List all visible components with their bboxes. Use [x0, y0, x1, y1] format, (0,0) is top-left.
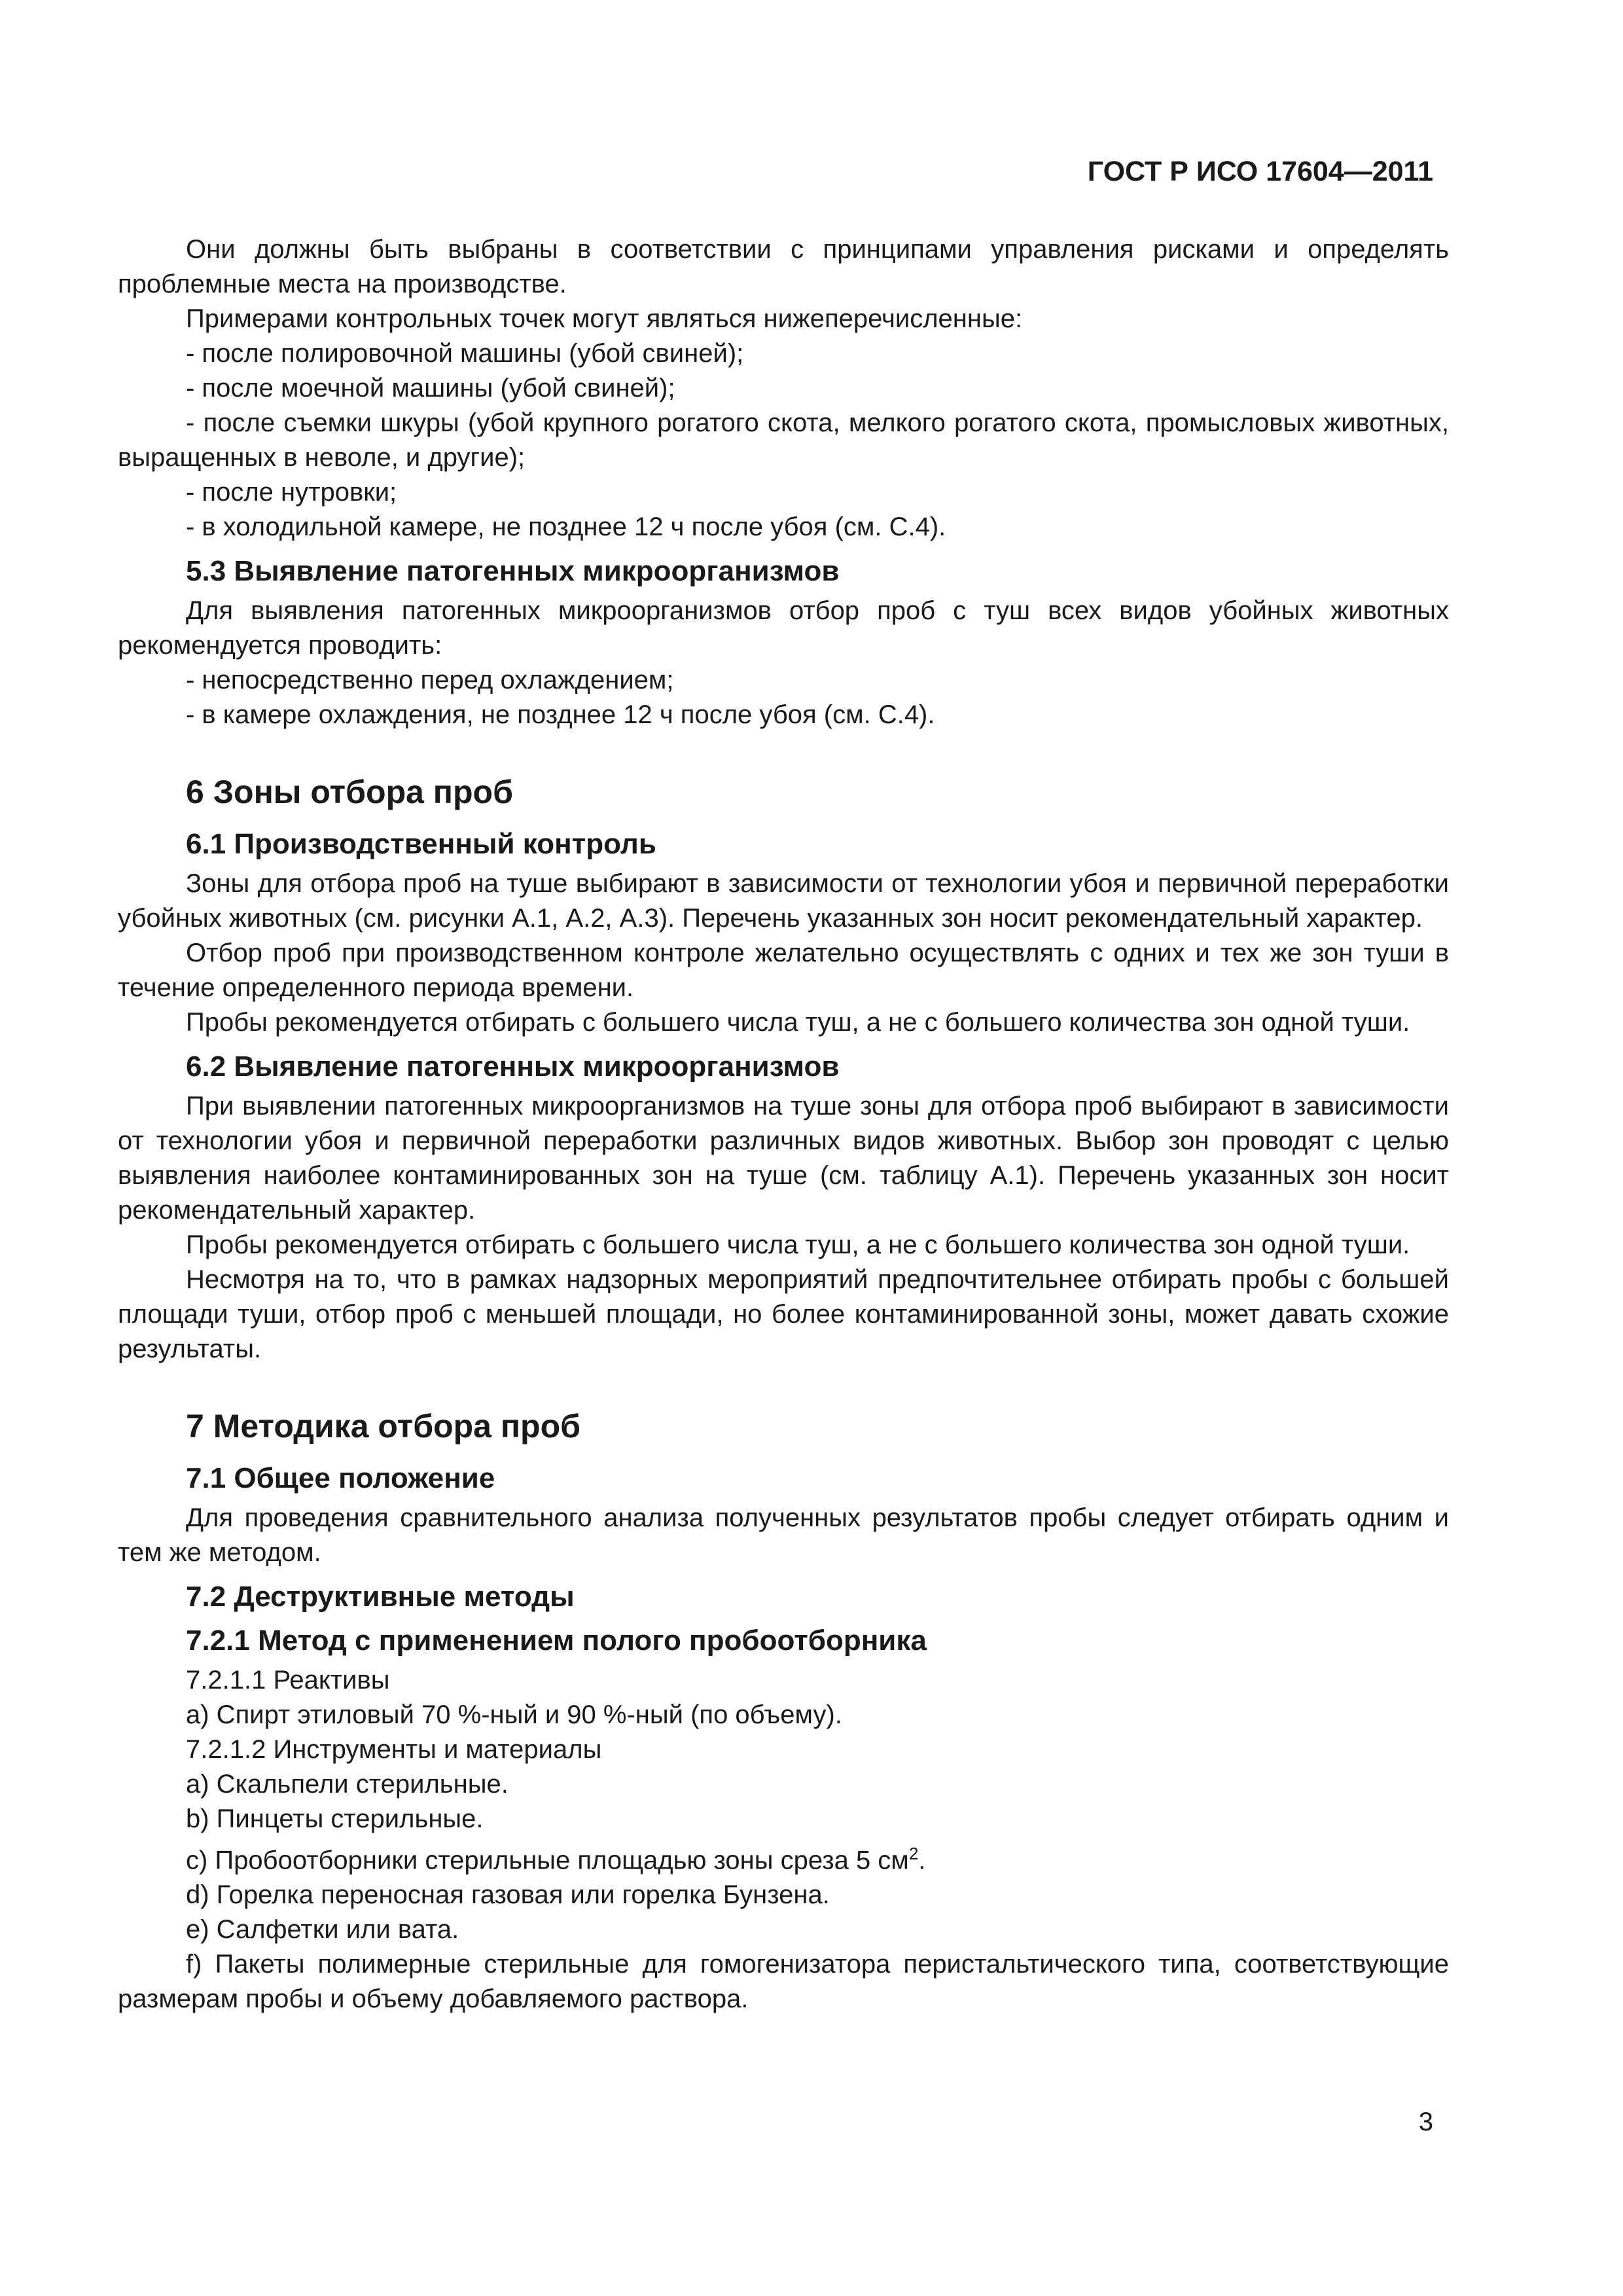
text: Примерами контрольных точек могут являться нижеперечисленные: [186, 304, 1023, 333]
text: 6 Зоны отбора проб [186, 774, 513, 810]
superscript: 2 [908, 1844, 919, 1863]
text: c) Пробоотборники стерильные площадью зоны среза 5 см [186, 1846, 909, 1875]
text: 7.1 Общее положение [186, 1462, 495, 1494]
text-suffix: . [918, 1846, 926, 1875]
page-number: 3 [1418, 2108, 1433, 2136]
paragraph [118, 232, 1449, 302]
section-heading [118, 1403, 1449, 1449]
list-item [118, 1878, 1449, 1912]
list-item [118, 1663, 1449, 1698]
text: - после нутровки; [186, 478, 397, 507]
text: Пробы рекомендуется отбирать с большего числа туш, а не с большего количества зон одной туши. [186, 1230, 1410, 1259]
text: При выявлении патогенных микроорганизмов на туше зоны для отбора проб выбирают в зависимости от технологии убоя и первичной переработки различных видов животных. Выбор зон проводят с целью выявления наиболее контаминированных зон на туше (см. таблицу А.1). Перечень указанных зон носит рекомендательный характер. [118, 1092, 1449, 1225]
list-item [118, 698, 1449, 732]
text: Они должны быть выбраны в соответствии с принципами управления рисками и определять проблемные места на производстве. [118, 235, 1449, 298]
text: - непосредственно перед охлаждением; [186, 666, 674, 694]
section-heading [118, 769, 1449, 815]
text: Отбор проб при производственном контроле желательно осуществлять с одних и тех же зон туши в течение определенного периода времени. [118, 939, 1449, 1002]
text: 7.2.1 Метод с применением полого пробоотборника [186, 1624, 927, 1657]
paragraph [118, 1263, 1449, 1367]
document-body [118, 232, 1449, 2017]
list-item [118, 1802, 1449, 1837]
list-item [118, 1767, 1449, 1802]
paragraph [118, 302, 1449, 336]
text: 7.2 Деструктивные методы [186, 1581, 575, 1613]
paragraph [118, 1089, 1449, 1228]
subsection-heading [118, 1049, 1449, 1084]
text: - после моечной машины (убой свиней); [186, 374, 675, 403]
list-item [118, 1837, 1449, 1878]
list-item [118, 475, 1449, 510]
paragraph [118, 1501, 1449, 1570]
paragraph [118, 1228, 1449, 1263]
text: Пробы рекомендуется отбирать с большего числа туш, а не с большего количества зон одной туши. [186, 1008, 1410, 1037]
text: - в холодильной камере, не позднее 12 ч после убоя (см. С.4). [186, 512, 946, 541]
text: 7.2.1.1 Реактивы [186, 1666, 390, 1695]
list-item [118, 1698, 1449, 1732]
text: 7 Методика отбора проб [186, 1408, 581, 1444]
subsection-heading [118, 1623, 1449, 1658]
list-item [118, 663, 1449, 698]
document-standard-number: ГОСТ Р ИСО 17604—2011 [1087, 156, 1433, 187]
text: Для выявления патогенных микроорганизмов отбор проб с туш всех видов убойных животных рекомендуется проводить: [118, 596, 1449, 660]
list-item [118, 1732, 1449, 1767]
text: - после полировочной машины (убой свиней); [186, 339, 744, 368]
text: - в камере охлаждения, не позднее 12 ч после убоя (см. С.4). [186, 700, 935, 729]
list-item [118, 371, 1449, 406]
text: 5.3 Выявление патогенных микроорганизмов [186, 555, 840, 587]
paragraph [118, 936, 1449, 1005]
list-item [118, 406, 1449, 475]
subsection-heading [118, 1461, 1449, 1496]
text: f) Пакеты полимерные стерильные для гомогенизатора перистальтического типа, соответствующие размерам пробы и объему добавляемого раствора. [118, 1950, 1449, 2014]
subsection-heading [118, 1579, 1449, 1614]
subsection-heading [118, 554, 1449, 588]
text: e) Салфетки или вата. [186, 1915, 459, 1945]
paragraph [118, 594, 1449, 663]
text: d) Горелка переносная газовая или горелка Бунзена. [186, 1880, 830, 1910]
text: а) Скальпели стерильные. [186, 1770, 508, 1799]
subsection-heading [118, 827, 1449, 861]
list-item [118, 1912, 1449, 1947]
list-item [118, 510, 1449, 545]
list-item [118, 1947, 1449, 2017]
text: b) Пинцеты стерильные. [186, 1804, 484, 1833]
text: Для проведения сравнительного анализа полученных результатов пробы следует отбирать одним и тем же методом. [118, 1503, 1449, 1567]
paragraph [118, 1005, 1449, 1040]
text: Несмотря на то, что в рамках надзорных мероприятий предпочтительнее отбирать пробы с большей площади туши, отбор проб с меньшей площади, но более контаминированной зоны, может давать схожие результаты. [118, 1265, 1449, 1363]
text: а) Спирт этиловый 70 %-ный и 90 %-ный (по объему). [186, 1700, 842, 1729]
list-item [118, 336, 1449, 371]
text: 7.2.1.2 Инструменты и материалы [186, 1735, 602, 1764]
paragraph [118, 867, 1449, 936]
text: Зоны для отбора проб на туше выбирают в зависимости от технологии убоя и первичной переработки убойных животных (см. рисунки А.1, А.2, А.3). Перечень указанных зон носит рекомендательный характер. [118, 869, 1449, 933]
text: - после съемки шкуры (убой крупного рогатого скота, мелкого рогатого скота, промысловых животных, выращенных в неволе, и другие); [118, 408, 1449, 472]
text: 6.1 Производственный контроль [186, 828, 656, 860]
text: 6.2 Выявление патогенных микроорганизмов [186, 1050, 840, 1083]
